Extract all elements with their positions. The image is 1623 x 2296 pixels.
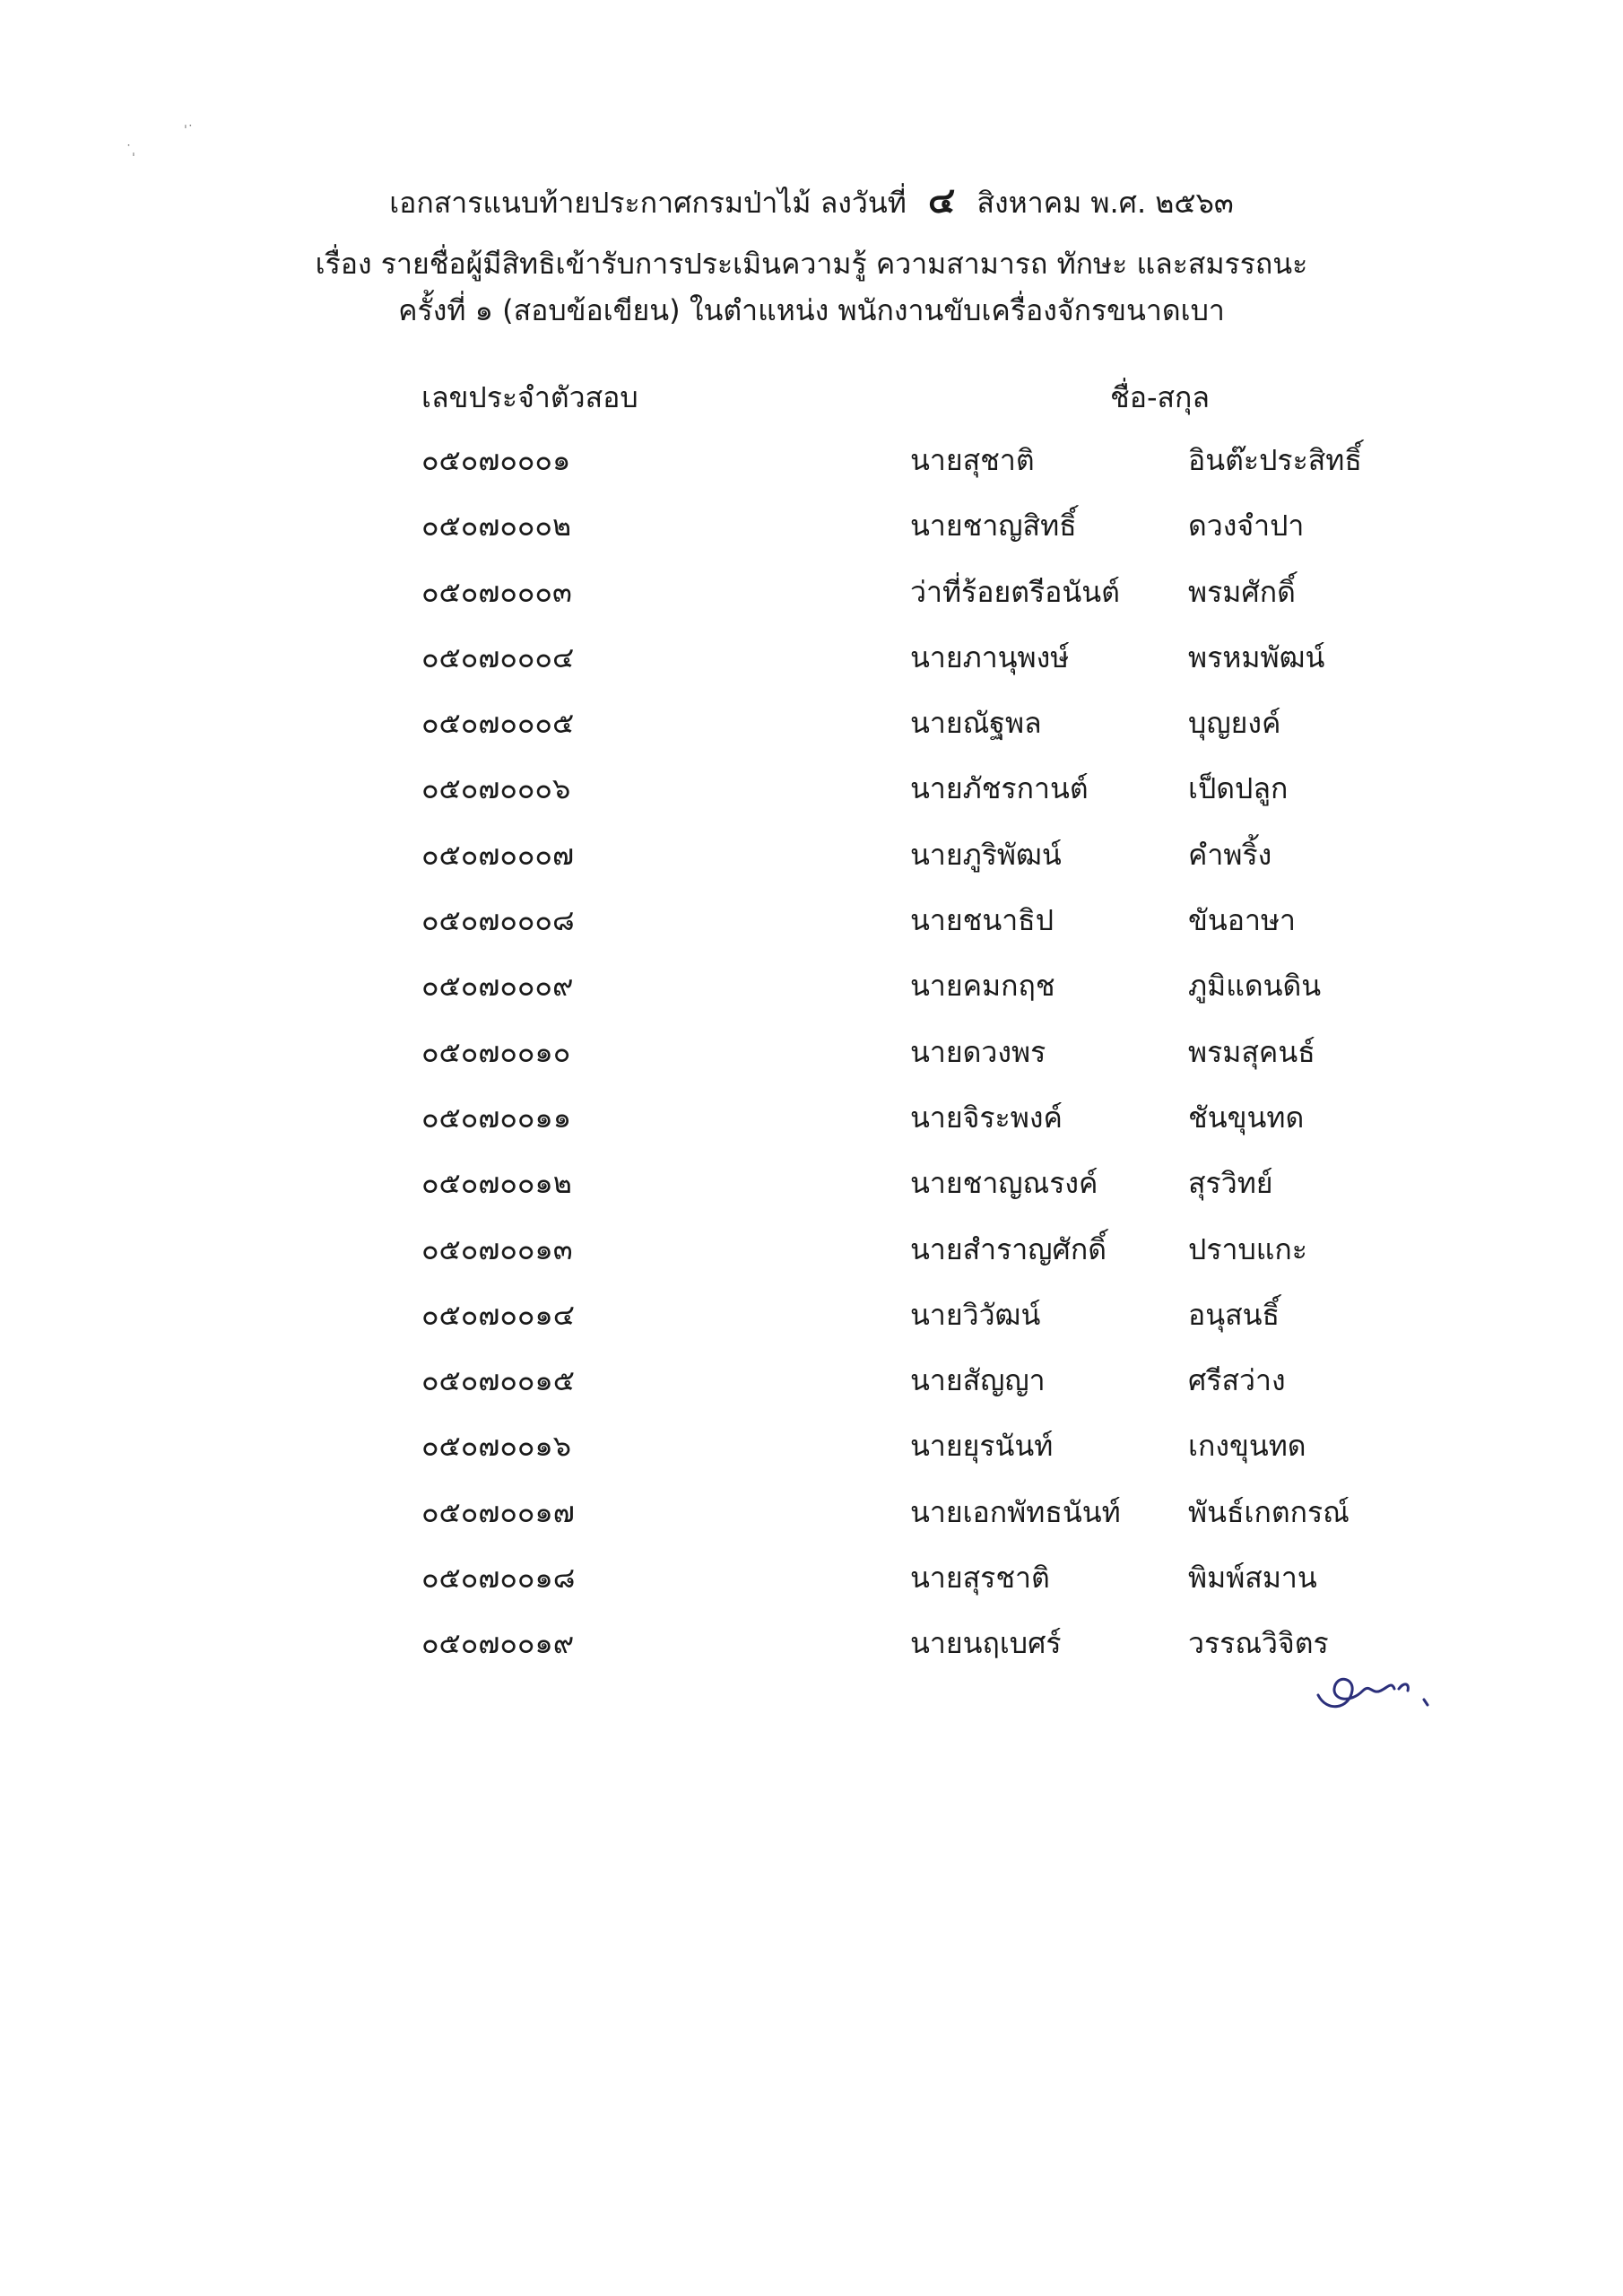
exam-id-cell: ๐๕๐๗๐๐๐๓ bbox=[421, 574, 572, 609]
last-name-cell: พันธ์เกตกรณ์ bbox=[1188, 1494, 1350, 1529]
exam-id-cell: ๐๕๐๗๐๐๐๗ bbox=[421, 837, 574, 872]
exam-id-cell: ๐๕๐๗๐๐๐๔ bbox=[421, 639, 575, 674]
signature-stroke bbox=[1318, 1679, 1428, 1706]
first-name-cell: นายภูริพัฒน์ bbox=[910, 837, 1062, 872]
exam-id-cell: ๐๕๐๗๐๐๐๒ bbox=[421, 509, 572, 544]
list-item bbox=[0, 1555, 1623, 1621]
last-name-cell: เกงขุนทด bbox=[1188, 1429, 1306, 1464]
list-item bbox=[0, 1490, 1623, 1555]
first-name-cell: นายสุรชาติ bbox=[910, 1561, 1050, 1596]
list-item bbox=[0, 898, 1623, 963]
header-line-2: เรื่อง รายชื่อผู้มีสิทธิเข้ารับการประเมินความรู้ ความสามารถ ทักษะ และสมรรถนะ bbox=[315, 247, 1308, 281]
list-item bbox=[0, 1292, 1623, 1358]
first-name-cell: นายชาญณรงค์ bbox=[910, 1166, 1098, 1201]
header-line-3: ครั้งที่ ๑ (สอบข้อเขียน) ในตำแหน่ง พนักงานขับเครื่องจักรขนาดเบา bbox=[398, 293, 1225, 327]
first-name-cell: นายสัญญา bbox=[910, 1363, 1046, 1398]
last-name-cell: พรมสุคนธ์ bbox=[1188, 1034, 1315, 1069]
header-line-1-suffix: สิงหาคม พ.ศ. ๒๕๖๓ bbox=[976, 186, 1234, 220]
first-name-cell: นายสำราญศักดิ์ bbox=[910, 1231, 1107, 1266]
list-item bbox=[0, 1161, 1623, 1226]
list-item bbox=[0, 438, 1623, 503]
first-name-cell: นายชนาธิป bbox=[910, 903, 1054, 938]
header-line-1-prefix: เอกสารแนบท้ายประกาศกรมป่าไม้ ลงวันที่ bbox=[389, 186, 907, 220]
exam-id-cell: ๐๕๐๗๐๐๑๖ bbox=[421, 1429, 572, 1464]
exam-id-cell: ๐๕๐๗๐๐๑๕ bbox=[421, 1363, 575, 1398]
scan-speck: ˈ˙ bbox=[184, 124, 194, 138]
exam-id-cell: ๐๕๐๗๐๐๑๘ bbox=[421, 1561, 576, 1596]
first-name-cell: ว่าที่ร้อยตรีอนันต์ bbox=[910, 574, 1120, 609]
column-header-exam-id: เลขประจำตัวสอบ bbox=[421, 380, 638, 414]
list-item bbox=[0, 1030, 1623, 1095]
exam-id-cell: ๐๕๐๗๐๐๑๐ bbox=[421, 1034, 571, 1069]
exam-id-cell: ๐๕๐๗๐๐๑๗ bbox=[421, 1494, 575, 1529]
exam-id-cell: ๐๕๐๗๐๐๑๒ bbox=[421, 1166, 572, 1201]
first-name-cell: นายจิระพงค์ bbox=[910, 1100, 1063, 1135]
scan-speck: ˙ˌ bbox=[126, 144, 135, 158]
list-item bbox=[0, 766, 1623, 831]
last-name-cell: พรมศักดิ์ bbox=[1188, 574, 1296, 609]
last-name-cell: ปราบแกะ bbox=[1188, 1231, 1307, 1266]
exam-id-cell: ๐๕๐๗๐๐๑๓ bbox=[421, 1231, 573, 1266]
last-name-cell: วรรณวิจิตร bbox=[1188, 1626, 1329, 1661]
first-name-cell: นายคมกฤช bbox=[910, 969, 1055, 1004]
list-item bbox=[0, 570, 1623, 635]
first-name-cell: นายดวงพร bbox=[910, 1034, 1046, 1069]
first-name-cell: นายภัชรกานต์ bbox=[910, 771, 1089, 806]
column-header-name: ชื่อ-สกุล bbox=[1110, 380, 1210, 414]
first-name-cell: นายยุรนันท์ bbox=[910, 1429, 1054, 1464]
list-item bbox=[0, 832, 1623, 898]
candidate-list bbox=[0, 438, 1623, 1687]
first-name-cell: นายนฤเบศร์ bbox=[910, 1626, 1062, 1661]
list-item bbox=[0, 700, 1623, 766]
exam-id-cell: ๐๕๐๗๐๐๐๘ bbox=[421, 903, 575, 938]
list-item bbox=[0, 1423, 1623, 1489]
last-name-cell: อนุสนธิ์ bbox=[1188, 1297, 1280, 1332]
first-name-cell: นายภานุพงษ์ bbox=[910, 639, 1070, 674]
last-name-cell: ศรีสว่าง bbox=[1188, 1363, 1286, 1398]
exam-id-cell: ๐๕๐๗๐๐๑๙ bbox=[421, 1626, 575, 1661]
first-name-cell: นายเอกพัทธนันท์ bbox=[910, 1494, 1121, 1529]
last-name-cell: ขันอาษา bbox=[1188, 903, 1296, 938]
last-name-cell: พรหมพัฒน์ bbox=[1188, 639, 1325, 674]
last-name-cell: ดวงจำปา bbox=[1188, 509, 1305, 544]
last-name-cell: คำพริ้ง bbox=[1188, 837, 1272, 872]
exam-id-cell: ๐๕๐๗๐๐๑๔ bbox=[421, 1297, 575, 1332]
last-name-cell: อินต๊ะประสิทธิ์ bbox=[1188, 443, 1362, 477]
signature-mark bbox=[1309, 1664, 1453, 1718]
first-name-cell: นายวิวัฒน์ bbox=[910, 1297, 1041, 1332]
last-name-cell: บุญยงค์ bbox=[1188, 706, 1281, 741]
header-day-number: ๔ bbox=[928, 180, 956, 222]
exam-id-cell: ๐๕๐๗๐๐๐๙ bbox=[421, 969, 574, 1004]
last-name-cell: เป็ดปลูก bbox=[1188, 771, 1289, 806]
last-name-cell: สุรวิทย์ bbox=[1188, 1166, 1273, 1201]
last-name-cell: พิมพ์สมาน bbox=[1188, 1561, 1317, 1596]
header-line-1 bbox=[0, 179, 1623, 222]
first-name-cell: นายณัฐพล bbox=[910, 706, 1042, 741]
first-name-cell: นายชาญสิทธิ์ bbox=[910, 509, 1077, 544]
list-item bbox=[0, 963, 1623, 1029]
first-name-cell: นายสุชาติ bbox=[910, 443, 1035, 477]
list-item bbox=[0, 1227, 1623, 1292]
last-name-cell: ชันขุนทด bbox=[1188, 1100, 1305, 1135]
exam-id-cell: ๐๕๐๗๐๐๐๑ bbox=[421, 443, 571, 477]
last-name-cell: ภูมิแดนดิน bbox=[1188, 969, 1322, 1004]
list-item bbox=[0, 1358, 1623, 1423]
list-item bbox=[0, 1095, 1623, 1161]
list-item bbox=[0, 635, 1623, 700]
exam-id-cell: ๐๕๐๗๐๐๐๖ bbox=[421, 771, 571, 806]
list-item bbox=[0, 503, 1623, 569]
exam-id-cell: ๐๕๐๗๐๐๑๑ bbox=[421, 1100, 572, 1135]
exam-id-cell: ๐๕๐๗๐๐๐๕ bbox=[421, 706, 575, 741]
